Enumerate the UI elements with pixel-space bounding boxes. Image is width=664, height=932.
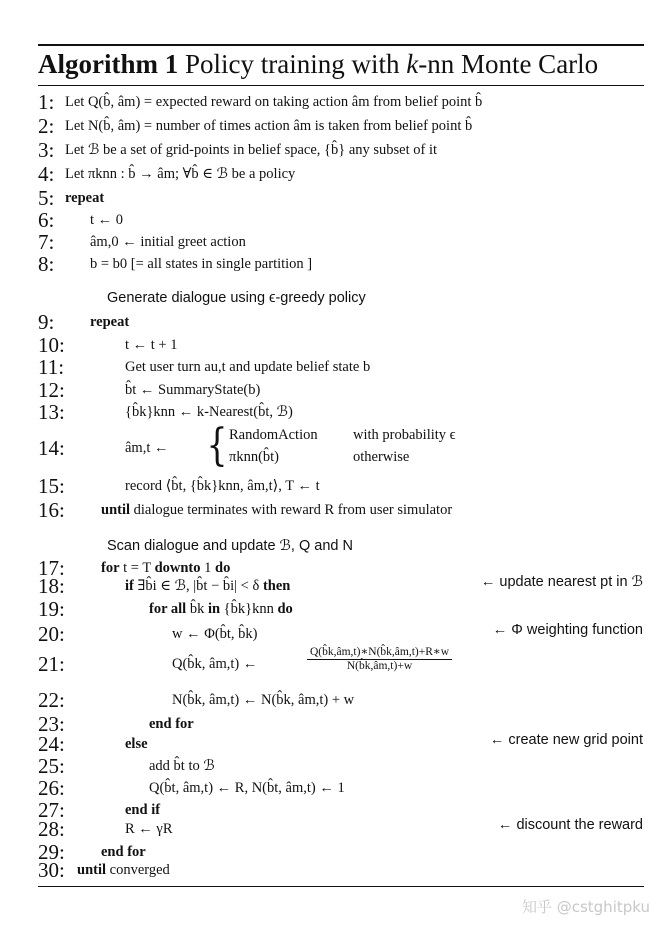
- algorithm-title-post: -nn Monte Carlo: [418, 49, 599, 79]
- algorithm-line-7: [0, 230, 664, 254]
- line-text: add b̂t to ℬ: [149, 758, 215, 774]
- line-text: Let N(b̂, âm) = number of times action âm is taken from belief point b̂: [65, 118, 473, 134]
- comment-update-nearest: ← update nearest pt in ℬ: [480, 574, 643, 590]
- algorithm-line-14: [0, 436, 664, 460]
- fraction: [307, 646, 452, 673]
- line-text: until converged: [77, 862, 170, 878]
- line-number: 20:: [38, 622, 65, 646]
- comment-new-grid-point: ← create new grid point: [489, 732, 643, 748]
- line-number: 11:: [38, 355, 65, 379]
- line-text: end for: [149, 716, 194, 732]
- algorithm-line-15: [0, 474, 664, 498]
- line-number: 13:: [38, 400, 65, 424]
- algorithm-line-16: [0, 498, 664, 522]
- line-text: N(b̂k, âm,t) ← N(b̂k, âm,t) + w: [172, 692, 355, 708]
- line-text: until dialogue terminates with reward R from user simulator: [101, 502, 453, 518]
- line-number: 19:: [38, 597, 65, 621]
- line-number: 18:: [38, 574, 65, 598]
- line-text: {b̂k}knn ← k-Nearest(b̂t, ℬ): [125, 404, 293, 420]
- algorithm-line-2: [0, 114, 664, 138]
- watermark: 知乎 @cstghitpku: [521, 898, 650, 916]
- algorithm-title-pre: Policy training with: [184, 49, 407, 79]
- line-text: end if: [125, 802, 161, 818]
- line-number: 8:: [38, 252, 55, 276]
- line-text: t ← 0: [90, 212, 124, 228]
- line-number: 16:: [38, 498, 65, 522]
- line-number: 6:: [38, 208, 55, 232]
- line-number: 9:: [38, 310, 55, 334]
- line-text: Get user turn au,t and update belief state b: [125, 359, 371, 375]
- line-number: 4:: [38, 162, 55, 186]
- line-text: âm,0 ← initial greet action: [90, 234, 246, 250]
- line-number: 25:: [38, 754, 65, 778]
- case-random-action: RandomAction: [229, 427, 318, 443]
- algorithm-line-26: [0, 776, 664, 800]
- algorithm-title: [38, 48, 648, 80]
- line-number: 12:: [38, 378, 65, 402]
- comment-discount-reward: ← discount the reward: [497, 817, 643, 833]
- line-text: for t = T downto 1 do: [101, 560, 231, 576]
- section-generate: [0, 287, 664, 309]
- line-number: 27:: [38, 798, 65, 822]
- line-text: t ← t + 1: [125, 337, 178, 353]
- line-text: repeat: [90, 314, 130, 330]
- line-number: 10:: [38, 333, 65, 357]
- algorithm-line-9: [0, 310, 664, 334]
- line-number: 17:: [38, 556, 65, 580]
- line-number: 21:: [38, 652, 65, 676]
- algorithm-line-1: [0, 90, 664, 114]
- line-text: end for: [101, 844, 146, 860]
- algorithm-line-4: [0, 162, 664, 186]
- algorithm-title-k: k: [406, 49, 419, 79]
- algorithm-line-12: [0, 378, 664, 402]
- line-text: b = b0 [= all states in single partition ]: [90, 256, 313, 272]
- line-text: for all b̂k in {b̂k}knn do: [149, 601, 293, 617]
- line-text: else: [125, 736, 148, 752]
- algorithm-line-3: [0, 138, 664, 162]
- section-generate-text: Generate dialogue using ϵ-greedy policy: [107, 290, 366, 306]
- line-text: âm,t ←: [125, 440, 169, 456]
- top-rule: [38, 44, 644, 46]
- algorithm-line-30: [0, 858, 664, 882]
- bottom-rule: [38, 886, 644, 887]
- line-text: repeat: [65, 190, 105, 206]
- update-fraction: [305, 646, 452, 673]
- case-pi-knn: πknn(b̂t): [229, 449, 280, 465]
- line-text: if ∃b̂i ∈ ℬ, |b̂t − b̂i| < δ then: [125, 578, 291, 594]
- line-text: b̂t ← SummaryState(b): [125, 382, 261, 398]
- line-number: 29:: [38, 840, 65, 864]
- line-number: 22:: [38, 688, 65, 712]
- comment-weighting-function: ← Φ weighting function: [492, 622, 643, 638]
- line-text: R ← γR: [125, 821, 173, 837]
- algorithm-line-10: [0, 333, 664, 357]
- case-otherwise: otherwise: [353, 449, 410, 465]
- section-scan: [0, 535, 664, 557]
- algorithm-label: Algorithm 1: [38, 49, 179, 79]
- line-number: 5:: [38, 186, 55, 210]
- fraction-numerator: Q(b̂k,âm,t)∗N(b̂k,âm,t)+R∗w: [307, 646, 452, 660]
- title-rule: [38, 85, 644, 86]
- line-number: 7:: [38, 230, 55, 254]
- line-text: w ← Φ(b̂t, b̂k): [172, 626, 258, 642]
- line-number: 24:: [38, 732, 65, 756]
- line-number: 14:: [38, 436, 65, 460]
- algorithm-line-6: [0, 208, 664, 232]
- algorithm-line-19: [0, 597, 664, 621]
- line-number: 2:: [38, 114, 55, 138]
- section-scan-text: Scan dialogue and update ℬ, Q and N: [107, 538, 353, 554]
- line-number: 28:: [38, 817, 65, 841]
- line-text: Q(b̂t, âm,t) ← R, N(b̂t, âm,t) ← 1: [149, 780, 345, 796]
- line-text: Let πknn : b̂ → âm; ∀b̂ ∈ ℬ be a policy: [65, 166, 296, 182]
- algorithm-line-11: [0, 355, 664, 379]
- algorithm-line-5: [0, 186, 664, 210]
- line-text: Let ℬ be a set of grid-points in belief space, {b̂} any subset of it: [65, 142, 438, 158]
- line-number: 26:: [38, 776, 65, 800]
- fraction-denominator: N(b̂k,âm,t)+w: [346, 660, 413, 672]
- case-with-probability: with probability ϵ: [353, 427, 456, 443]
- algorithm-line-13: [0, 400, 664, 424]
- cases-brace: {: [206, 420, 228, 471]
- line-text: record ⟨b̂t, {b̂k}knn, âm,t⟩, T ← t: [125, 478, 320, 494]
- line-text: Q(b̂k, âm,t) ←: [172, 656, 258, 672]
- line-number: 1:: [38, 90, 55, 114]
- algorithm-line-25: [0, 754, 664, 778]
- line-number: 15:: [38, 474, 65, 498]
- line-number: 3:: [38, 138, 55, 162]
- algorithm-line-8: [0, 252, 664, 276]
- line-text: Let Q(b̂, âm) = expected reward on taking action âm from belief point b̂: [65, 94, 483, 110]
- line-number: 30:: [38, 858, 65, 882]
- algorithm-line-22: [0, 688, 664, 712]
- line-number: 23:: [38, 712, 65, 736]
